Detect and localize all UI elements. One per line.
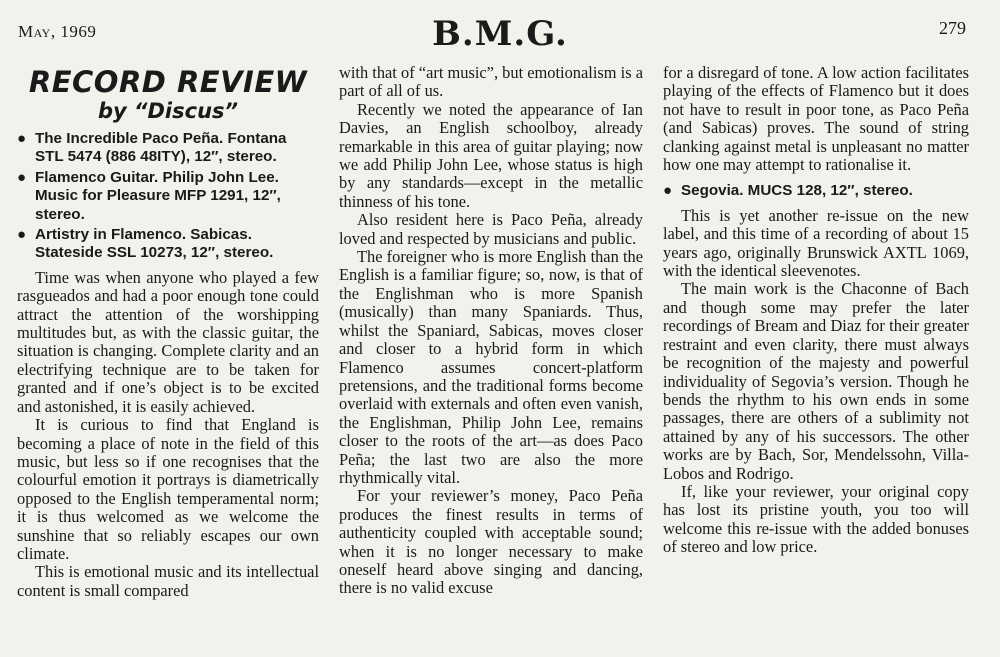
record-list: [17, 130, 319, 263]
record-item: ● The Incredible Paco Peña. Fontana STL 5474 (886 48ITY), 12″, stereo.: [17, 130, 287, 166]
masthead: B.M.G.: [432, 14, 568, 54]
body-paragraph: Recently we noted the appearance of Ian Davies, an English schoolboy, already remarkable in this area of guitar playing; now we add Philip John Lee, whose status is high by any standards—except in the metallic thinness of his tone.: [339, 99, 643, 211]
body-paragraph: This is yet another re-issue on the new label, and this time of a recording of about 15 years ago, originally Brunswick AXTL 1069, with the identical sleevenotes.: [663, 205, 969, 281]
body-paragraph-continued: for a disregard of tone. A low action facilitates playing of the effects of Flamenco but it does not have to result in poor tone, as Paco Peña (and Sabicas) proves. The sound of string clanking against metal is unpleasant no matter how one may attempt to rationalise it.: [663, 63, 969, 175]
bullet-icon: ●: [17, 168, 27, 186]
column-3: [663, 64, 969, 557]
review-byline: by “Discus”: [97, 99, 239, 123]
body-paragraph: It is curious to find that England is becoming a place of note in the field of this music, but less so if one recognises that the colourful emotion it portrays is diametrically opposed to the English temperamental norm; it is thus welcomed as we welcome the sunshine that so reliably escapes our own climate.: [17, 415, 319, 563]
column-2: [339, 64, 643, 598]
record-list: [663, 182, 969, 200]
bullet-icon: ●: [17, 130, 27, 147]
body-paragraph-continued: with that of “art music”, but emotionalism is a part of all of us.: [339, 63, 643, 101]
bullet-icon: ●: [17, 226, 27, 244]
body-paragraph: For your reviewer’s money, Paco Peña produces the finest results in terms of authenticity coupled with acceptable sound; when it is no longer necessary to make oneself heard above singing and dancing, there is no valid excuse: [339, 486, 643, 598]
page-number: 279: [939, 18, 966, 38]
body-paragraph: Also resident here is Paco Peña, already loved and respected by musicians and public.: [339, 210, 643, 248]
issue-date: May, 1969: [18, 22, 97, 41]
bullet-icon: ●: [663, 182, 673, 200]
body-paragraph: The foreigner who is more English than the English is a familiar figure; so, now, is that of the Englishman who is more Spanish (musically) than many Spaniards. Thus, whilst the Spaniard, Sabicas, moves closer and closer to a hybrid form in which Flamenco assumes concert-platform pretensions, and the traditional forms become overlaid with externals and often even vanish, the Englishman, Philip John Lee, remains closer to the roots of the art—as does Paco Peña; the last two are also the more rhythmically vital.: [339, 247, 643, 487]
record-item: ● Flamenco Guitar. Philip John Lee. Music for Pleasure MFP 1291, 12″, stereo.: [17, 168, 281, 223]
body-paragraph: The main work is the Chaconne of Bach and though some may prefer the later recordings of Bream and Diaz for their greater restraint and even clarity, there must always be recognition of the majesty and powerful individuality of Segovia’s version. Though he bends the rhythm to his own ends in some passages, there are others of a sublimity not attained by any of his successors. The other works are by Bach, Sor, Mendelssohn, Villa-Lobos and Rodrigo.: [663, 279, 969, 483]
body-paragraph: This is emotional music and its intellectual content is small compared: [17, 562, 319, 600]
column-1: [17, 64, 319, 600]
body-paragraph: If, like your reviewer, your original copy has lost its pristine youth, you too will welcome this re-issue with the added bonuses of stereo and low price.: [663, 481, 969, 557]
body-paragraph: Time was when anyone who played a few rasgueados and had a poor enough tone could attract the attention of the worshipping multitudes but, as with the classic guitar, the situation is changing. Complete clarity and an electrifying technique are to be taken for granted and if one’s object is to be excited and astonished, it is easily achieved.: [17, 267, 319, 416]
review-title: RECORD REVIEW: [28, 65, 308, 99]
record-item: ● Artistry in Flamenco. Sabicas. Stateside SSL 10273, 12″, stereo.: [17, 226, 274, 262]
record-item: ● Segovia. MUCS 128, 12″, stereo.: [663, 182, 913, 200]
